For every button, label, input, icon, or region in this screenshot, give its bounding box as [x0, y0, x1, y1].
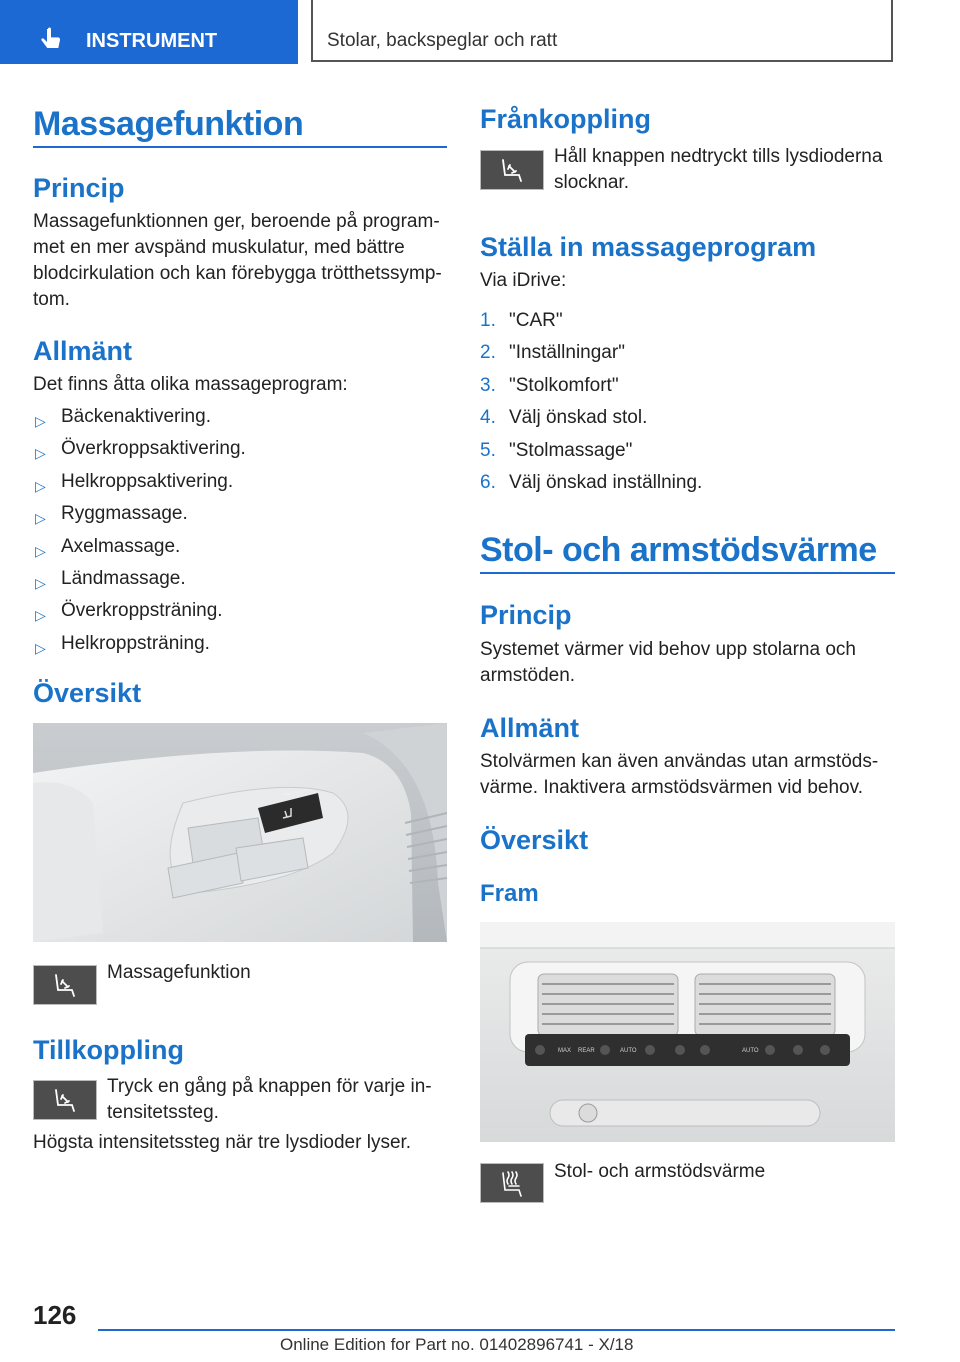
via-idrive-text: Via iDrive: — [480, 270, 567, 291]
title-rule — [33, 146, 447, 148]
seat-armrest-heating-icon — [480, 1163, 544, 1203]
allmant-heading: Allmänt — [480, 713, 580, 743]
title-rule — [480, 572, 895, 574]
list-item: ▷ Ryggmassage. — [35, 503, 188, 527]
steps-list — [480, 308, 702, 502]
list-item: ▷ Axelmassage. — [35, 535, 181, 559]
svg-text:AUTO: AUTO — [620, 1048, 637, 1054]
tillkoppling-note: Högsta intensitetssteg när tre lysdioder lyser. — [33, 1132, 412, 1153]
princip-text: Massagefunktionnen ger, beroende på program- met en mer avspänd muskulatur, med bättre blodcirkulation och kan förebygga trötthetssymp- tom. — [33, 211, 442, 310]
list-item: 5. "Stolmassage" — [480, 439, 633, 461]
program-list — [33, 404, 246, 663]
heating-icon-caption: Stol- och armstödsvärme — [554, 1161, 766, 1182]
allmant-text: Stolvärmen kan även användas utan armstöds- värme. Inaktivera armstödsvärmen vid behov. — [480, 751, 879, 798]
page-number: 126 — [33, 1300, 77, 1330]
allmant-intro: Det finns åtta olika massageprogram: — [33, 374, 348, 395]
tillkoppling-heading: Tillkoppling — [33, 1035, 184, 1065]
list-item: 2. "Inställningar" — [480, 342, 625, 364]
list-item: 6. Välj önskad inställning. — [480, 471, 703, 493]
section-tab-label: INSTRUMENT — [86, 30, 218, 52]
fram-heading: Fram — [480, 880, 539, 907]
massage-button-icon — [480, 150, 544, 190]
hand-pointer-icon — [38, 26, 66, 54]
list-item: ▷ Överkroppsaktivering. — [35, 438, 246, 462]
massage-button-icon — [33, 965, 97, 1005]
svg-text:MAX: MAX — [558, 1048, 572, 1054]
list-item: 4. Välj önskad stol. — [480, 407, 648, 429]
list-item: ▷ Överkroppsträning. — [35, 600, 223, 624]
oversikt-heading: Översikt — [33, 678, 142, 708]
section-title-stol: Stol- och armstödsvärme — [480, 531, 877, 569]
list-item: ▷ Helkroppsaktivering. — [35, 470, 234, 494]
section-tab[interactable] — [0, 0, 298, 64]
list-item: 3. "Stolkomfort" — [480, 374, 619, 396]
list-item: ▷ Bäckenaktivering. — [35, 406, 211, 429]
list-item: ▷ Helkroppsträning. — [35, 632, 210, 656]
door-panel-photo — [33, 723, 447, 942]
princip-heading: Princip — [33, 173, 125, 203]
footer-rule — [98, 1329, 895, 1331]
frankoppling-heading: Frånkoppling — [480, 104, 651, 134]
chapter-tab[interactable] — [311, 0, 893, 62]
allmant-heading: Allmänt — [33, 336, 133, 366]
tillkoppling-text: Tryck en gång på knappen för varje in- tensitetssteg. — [107, 1076, 432, 1123]
massage-icon-caption: Massagefunktion — [107, 962, 251, 983]
list-item: 1. "CAR" — [480, 310, 563, 331]
oversikt-heading: Översikt — [480, 825, 589, 855]
princip-text: Systemet värmer vid behov upp stolarna och armstöden. — [480, 639, 856, 686]
svg-text:AUTO: AUTO — [742, 1048, 759, 1054]
center-console-photo — [480, 922, 895, 1142]
edition-text: Online Edition for Part no. 01402896741 - X/18 — [280, 1335, 634, 1354]
princip-heading: Princip — [480, 600, 572, 630]
chapter-tab-label: Stolar, backspeglar och ratt — [327, 30, 558, 51]
svg-text:REAR: REAR — [578, 1048, 595, 1054]
page-title: Massagefunktion — [33, 105, 304, 143]
massage-button-icon — [33, 1080, 97, 1120]
frankoppling-text: Håll knappen nedtryckt tills lysdioderna slocknar. — [554, 146, 883, 193]
stalla-heading: Ställa in massageprogram — [480, 232, 817, 262]
list-item: ▷ Ländmassage. — [35, 567, 186, 591]
